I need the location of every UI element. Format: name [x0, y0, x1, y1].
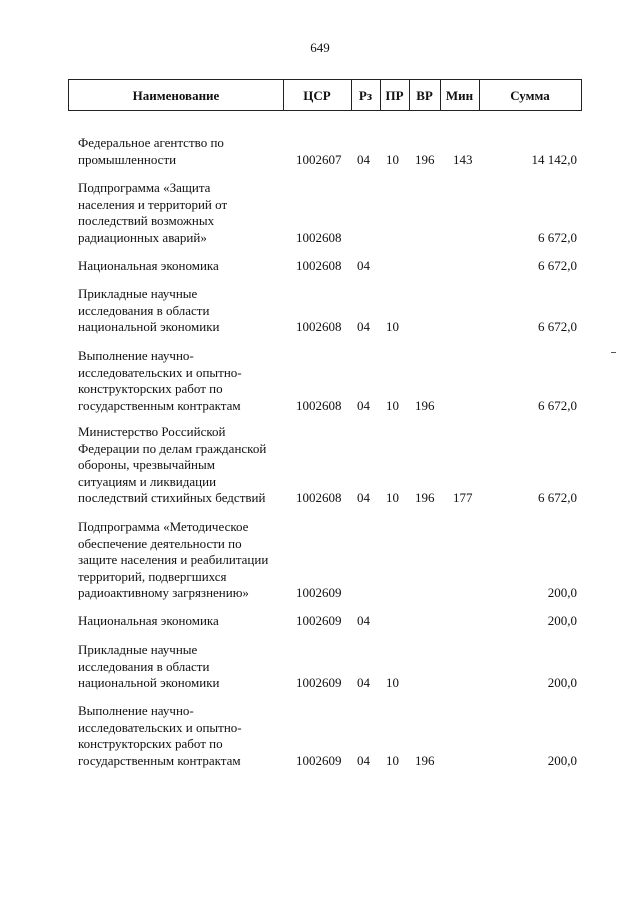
row-name: Прикладные научные исследования в области национальной экономики	[78, 286, 220, 334]
row-vr: 196	[415, 752, 435, 768]
row-csr: 1002609	[296, 585, 342, 600]
row-pr: 10	[386, 490, 399, 505]
row-rz: 04	[357, 490, 370, 505]
row-rz: 04	[357, 397, 370, 413]
table-row	[0, 258, 640, 278]
row-pr: 10	[386, 397, 399, 413]
row-csr: 1002607	[296, 151, 342, 167]
table-row	[0, 613, 640, 633]
row-csr: 1002608	[296, 490, 342, 505]
table-row	[0, 286, 640, 338]
row-sum: 6 672,0	[538, 397, 577, 413]
row-csr: 1002608	[296, 258, 342, 273]
row-sum: 200,0	[547, 613, 577, 628]
row-name: Подпрограмма «Методическое обеспечение деятельности по защите населения и реабилитации территорий, подвергшихся радиоактивному загрязнению»	[78, 519, 269, 600]
header-vr: ВР	[416, 88, 433, 103]
table-row	[0, 703, 640, 773]
row-name: Национальная экономика	[78, 258, 219, 273]
table-row	[0, 348, 640, 418]
scan-mark	[611, 352, 616, 353]
table-row	[0, 642, 640, 694]
row-vr: 196	[415, 490, 435, 505]
row-csr: 1002608	[296, 397, 342, 413]
header-csr: ЦСР	[303, 88, 331, 103]
header-name: Наименование	[132, 88, 220, 103]
row-name: Подпрограмма «Защита населения и территорий от последствий возможных радиационных аварий»	[78, 180, 228, 245]
table-row	[0, 519, 640, 605]
table-row	[0, 180, 640, 250]
header-pr: ПР	[385, 88, 404, 103]
row-name: Выполнение научно- исследовательских и опытно- конструкторских работ по государственным контрактам	[78, 348, 242, 413]
row-csr: 1002609	[296, 675, 342, 690]
table-row	[0, 135, 640, 175]
row-sum: 200,0	[547, 752, 577, 768]
row-sum: 6 672,0	[538, 490, 577, 505]
row-sum: 200,0	[547, 585, 577, 600]
header-min: Мин	[445, 88, 474, 103]
header-sum: Сумма	[510, 88, 550, 103]
row-min: 177	[453, 490, 473, 505]
row-min: 143	[453, 151, 473, 167]
row-pr: 10	[386, 151, 399, 167]
row-pr: 10	[386, 675, 399, 690]
row-name: Национальная экономика	[78, 613, 219, 628]
row-csr: 1002609	[296, 752, 342, 768]
row-pr: 10	[386, 319, 399, 334]
row-csr: 1002609	[296, 613, 342, 628]
row-csr: 1002608	[296, 319, 342, 334]
row-sum: 6 672,0	[538, 229, 577, 245]
table-row	[0, 424, 640, 510]
row-rz: 04	[357, 613, 370, 628]
row-name: Прикладные научные исследования в области национальной экономики	[78, 642, 220, 690]
row-sum: 14 142,0	[531, 151, 577, 167]
row-name: Федеральное агентство по промышленности	[78, 135, 224, 167]
row-sum: 200,0	[547, 675, 577, 690]
row-rz: 04	[357, 675, 370, 690]
header-rz: Рз	[358, 88, 373, 103]
row-pr: 10	[386, 752, 399, 768]
row-rz: 04	[357, 319, 370, 334]
table-header	[68, 79, 582, 111]
row-vr: 196	[415, 397, 435, 413]
page-number: 649	[310, 40, 330, 55]
row-sum: 6 672,0	[538, 319, 577, 334]
row-rz: 04	[357, 258, 370, 273]
row-name: Министерство Российской Федерации по делам гражданской обороны, чрезвычайным ситуациям и ликвидации последствий стихийных бедствий	[78, 424, 267, 505]
row-rz: 04	[357, 151, 370, 167]
row-sum: 6 672,0	[538, 258, 577, 273]
row-csr: 1002608	[296, 229, 342, 245]
row-name: Выполнение научно- исследовательских и опытно- конструкторских работ по государственным контрактам	[78, 703, 242, 768]
row-vr: 196	[415, 151, 435, 167]
row-rz: 04	[357, 752, 370, 768]
